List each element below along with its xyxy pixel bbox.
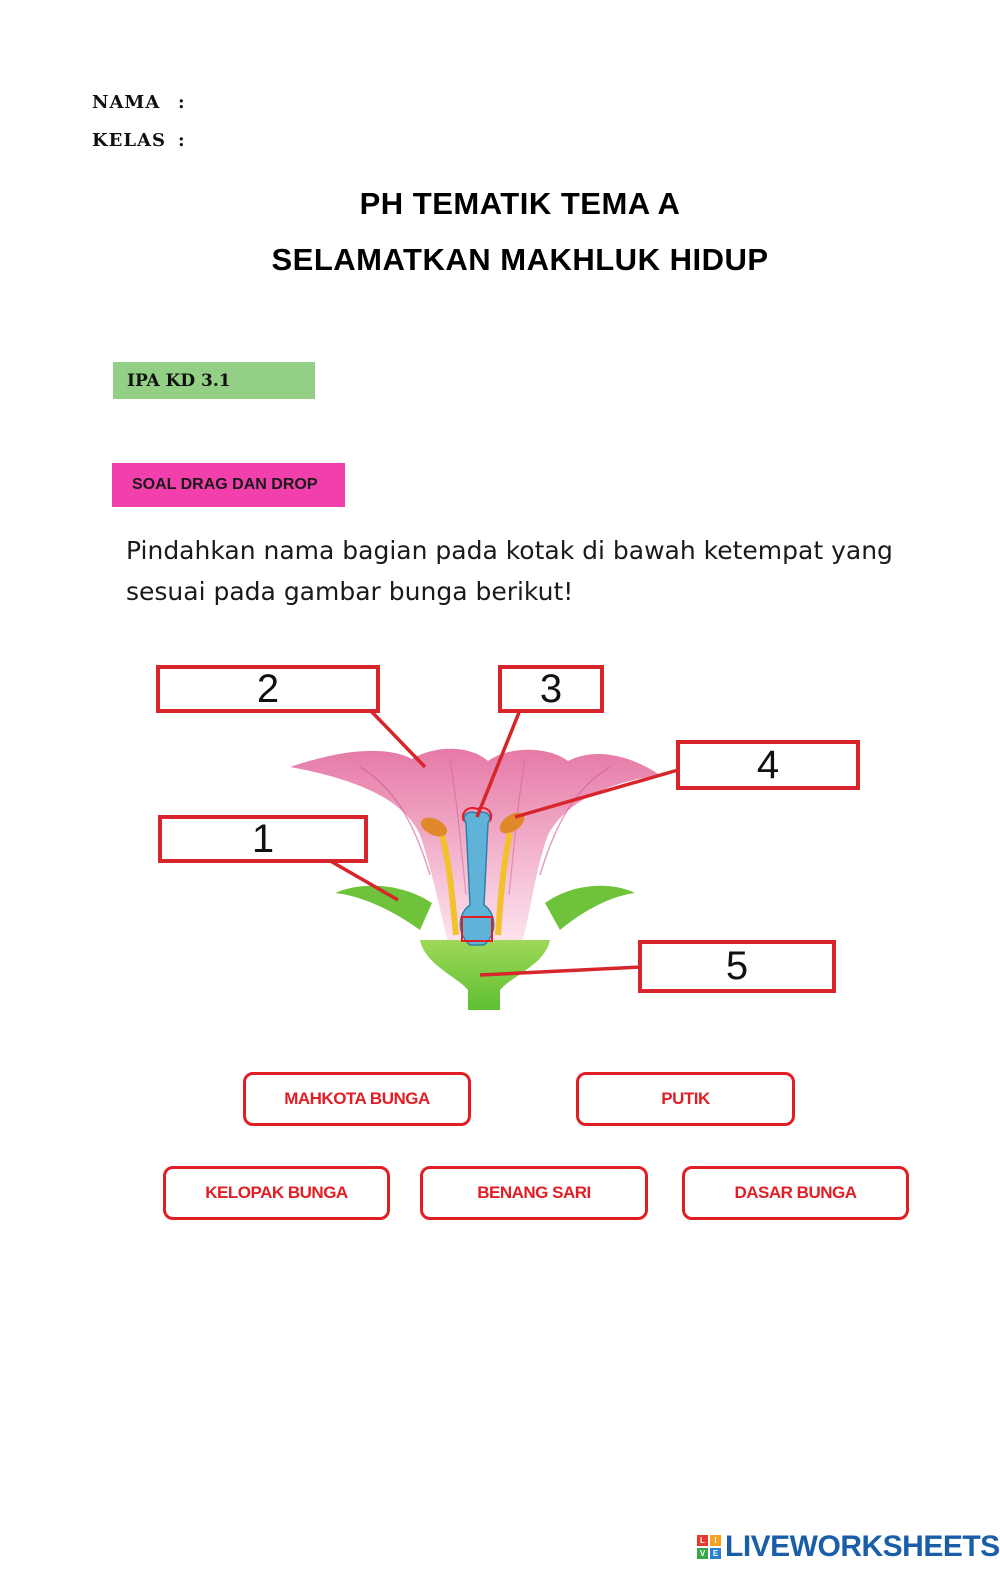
answer-chip-putik[interactable]: PUTIK (576, 1072, 795, 1126)
logo-letter-v: V (697, 1548, 708, 1559)
page-title: PH TEMATIK TEMA A (359, 186, 681, 221)
logo-letter-i: I (710, 1535, 721, 1546)
page-subtitle: SELAMATKAN MAKHLUK HIDUP (271, 242, 769, 277)
answer-chip-kelopak-bunga[interactable]: KELOPAK BUNGA (163, 1166, 390, 1220)
class-label: KELAS (92, 130, 166, 151)
liveworksheets-brand[interactable] (697, 1530, 1000, 1564)
name-field (92, 92, 186, 113)
drop-box-3[interactable]: 3 (498, 665, 604, 713)
logo-letter-l: L (697, 1535, 708, 1546)
sepal-right (545, 886, 635, 930)
drop-box-2[interactable]: 2 (156, 665, 380, 713)
answer-chip-mahkota-bunga[interactable]: MAHKOTA BUNGA (243, 1072, 471, 1126)
name-label: NAMA (92, 92, 161, 113)
name-separator: : (178, 92, 186, 113)
answer-chip-dasar-bunga[interactable]: DASAR BUNGA (682, 1166, 909, 1220)
drop-box-5[interactable]: 5 (638, 940, 836, 993)
liveworksheets-logo-icon (697, 1535, 721, 1559)
brand-text: LIVEWORKSHEETS (725, 1530, 1000, 1563)
drop-box-1[interactable]: 1 (158, 815, 368, 863)
instruction-text: Pindahkan nama bagian pada kotak di bawah ketempat yang sesuai pada gambar bunga berikut! (126, 536, 893, 606)
flower-diagram (150, 655, 870, 1020)
soal-tag: SOAL DRAG DAN DROP (112, 463, 345, 507)
class-field (92, 130, 186, 151)
logo-letter-e: E (710, 1548, 721, 1559)
class-separator: : (178, 130, 186, 151)
drop-box-4[interactable]: 4 (676, 740, 860, 790)
ipa-tag: IPA KD 3.1 (113, 362, 315, 399)
answer-chip-benang-sari[interactable]: BENANG SARI (420, 1166, 648, 1220)
